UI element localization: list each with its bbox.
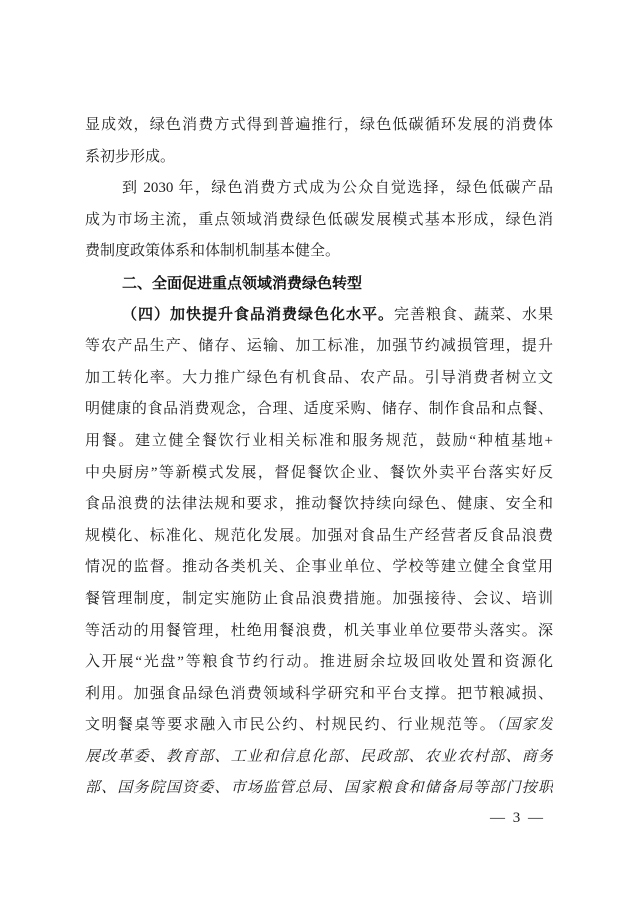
paragraph-line bbox=[85, 552, 553, 584]
text-segment: 利用。加强食品绿色消费领域科学研究和平台支撑。把节粮减损、 bbox=[85, 685, 553, 702]
paragraph-line bbox=[85, 173, 553, 205]
paragraph-line bbox=[85, 236, 553, 268]
text-segment: （国家发 bbox=[496, 717, 553, 734]
paragraph-line bbox=[85, 616, 553, 648]
text-segment: 成为市场主流，重点领域消费绿色低碳发展模式基本形成，绿色消 bbox=[85, 211, 553, 228]
text-segment: 中央厨房”等新模式发展，督促餐饮企业、餐饮外卖平台落实好反 bbox=[85, 464, 553, 481]
agency-list-line bbox=[85, 773, 553, 805]
text-segment: 明健康的食品消费观念，合理、适度采购、储存、制作食品和点餐、 bbox=[85, 401, 553, 418]
page-number: — 3 — bbox=[490, 810, 545, 826]
text-segment: 到 2030 年，绿色消费方式成为公众自觉选择，绿色低碳产品 bbox=[122, 180, 553, 197]
text-segment: 部、国务院国资委、市场监管总局、国家粮食和储备局等部门按职 bbox=[85, 780, 553, 797]
text-segment: 费制度政策体系和体制机制基本健全。 bbox=[85, 243, 341, 260]
paragraph-line bbox=[85, 458, 553, 490]
paragraph-line bbox=[85, 363, 553, 395]
text-segment: 用餐。建立健全餐饮行业相关标准和服务规范，鼓励“种植基地+ bbox=[85, 432, 553, 449]
paragraph-line bbox=[85, 679, 553, 711]
paragraph-line bbox=[85, 521, 553, 553]
text-segment: 完善粮食、蔬菜、水果 bbox=[393, 306, 553, 323]
paragraph-line bbox=[85, 331, 553, 363]
paragraph-line bbox=[85, 110, 553, 142]
paragraph-line bbox=[85, 584, 553, 616]
text-segment: 加工转化率。大力推广绿色有机食品、农产品。引导消费者树立文 bbox=[85, 369, 553, 386]
paragraph-line bbox=[85, 710, 553, 742]
paragraph-line bbox=[85, 142, 553, 174]
text-segment: 显成效，绿色消费方式得到普遍推行，绿色低碳循环发展的消费体 bbox=[85, 117, 553, 133]
paragraph-line bbox=[85, 426, 553, 458]
text-segment: 文明餐桌等要求融入市民公约、村规民约、行业规范等。 bbox=[85, 717, 497, 734]
text-segment: 等农产品生产、储存、运输、加工标准，加强节约减损管理，提升 bbox=[85, 338, 553, 355]
clause-lead-line bbox=[85, 300, 553, 332]
text-segment: 餐管理制度，制定实施防止食品浪费措施。加强接待、会议、培训 bbox=[85, 590, 553, 607]
paragraph-line bbox=[85, 489, 553, 521]
text-segment: 系初步形成。 bbox=[85, 148, 176, 165]
text-segment: 情况的监督。推动各类机关、企事业单位、学校等建立健全食堂用 bbox=[85, 559, 553, 576]
text-segment: 规模化、标准化、规范化发展。加强对食品生产经营者反食品浪费 bbox=[85, 527, 553, 544]
paragraph-line bbox=[85, 647, 553, 679]
text-segment: 二、全面促进重点领域消费绿色转型 bbox=[122, 274, 363, 292]
text-segment: 入开展“光盘”等粮食节约行动。推进厨余垃圾回收处置和资源化 bbox=[85, 654, 553, 671]
section-heading bbox=[85, 268, 553, 300]
text-segment: 等活动的用餐管理，杜绝用餐浪费，机关事业单位要带头落实。深 bbox=[85, 622, 553, 639]
text-segment: （四）加快提升食品消费绿色化水平。 bbox=[122, 306, 394, 323]
paragraph-line bbox=[85, 394, 553, 426]
paragraph-line bbox=[85, 205, 553, 237]
document-body bbox=[85, 110, 553, 805]
text-segment: 展改革委、教育部、工业和信息化部、民政部、农业农村部、商务 bbox=[85, 748, 553, 765]
agency-list-line bbox=[85, 742, 553, 774]
text-segment: 食品浪费的法律法规和要求，推动餐饮持续向绿色、健康、安全和 bbox=[85, 496, 553, 513]
